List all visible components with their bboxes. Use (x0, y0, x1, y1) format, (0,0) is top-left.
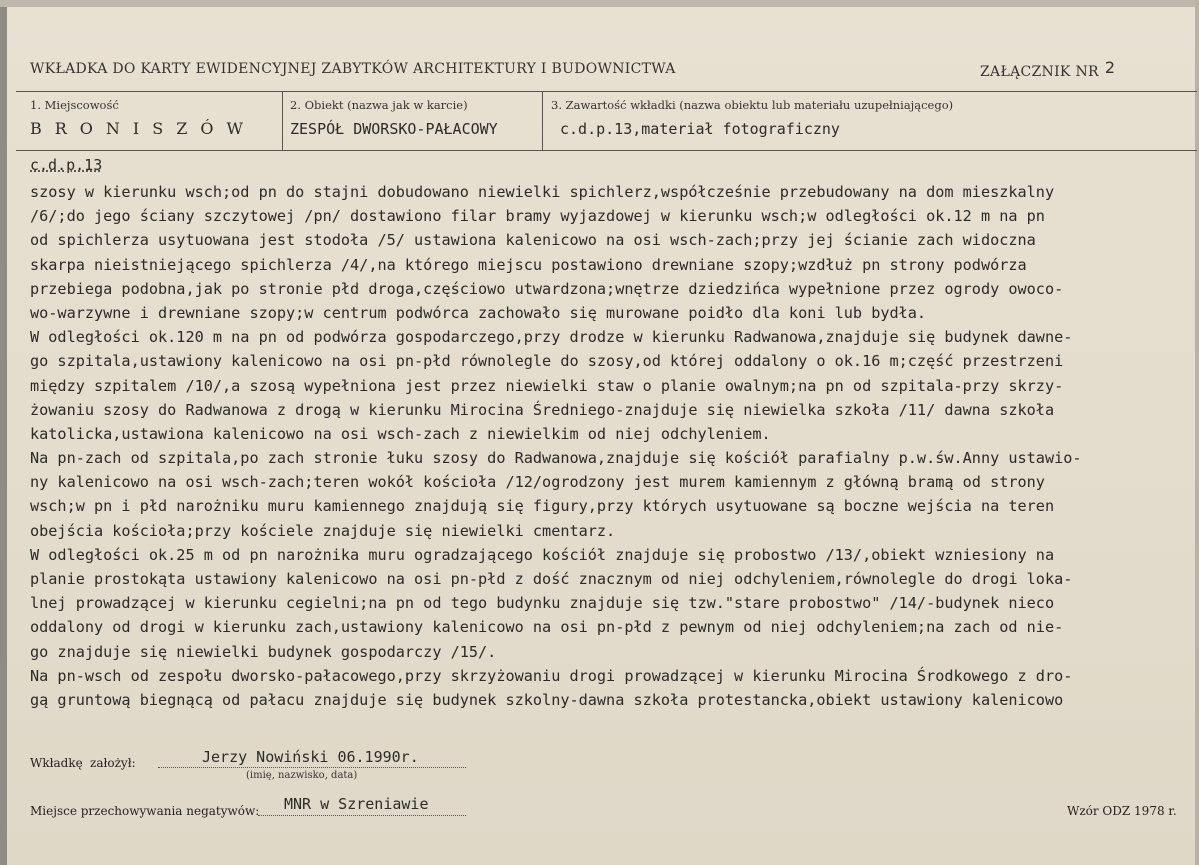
attachment-number: 2 (1104, 58, 1116, 77)
card-title: WKŁADKA DO KARTY EWIDENCYJNEJ ZABYTKÓW ARCHITEKTURY I BUDOWNICTWA (30, 61, 676, 77)
text-line: szosy w kierunku wsch;od pn do stajni dobudowano niewielki spichlerz,współcześnie przebudowany na dom mieszkalny (30, 183, 1055, 201)
object-value: ZESPÓŁ DWORSKO-PAŁACOWY (290, 120, 498, 138)
content-label: 3. Zawartość wkładki (nazwa obiektu lub materiału uzupełniającego) (551, 98, 954, 112)
attachment-field (980, 58, 1116, 80)
insert-label: Wkładkę (30, 756, 83, 770)
content-value: c.d.p.13,materiał fotograficzny (560, 120, 840, 138)
text-line: W odległości ok.120 m na pn od podwórza gospodarczego,przy drodze w kierunku Radwanowa,znajduje się budynek dawne- (30, 328, 1073, 347)
author-caption: (imię, nazwisko, data) (246, 770, 358, 781)
author-value: Jerzy Nowiński 06.1990r. (202, 748, 419, 766)
text-line: go szpitala,ustawiony kalenicowo na osi pn-płd równolegle do szosy,od której oddalony o ok.16 m;część przestrzeni (30, 352, 1064, 371)
card-header (30, 58, 1180, 80)
object-label: 2. Obiekt (nazwa jak w karcie) (290, 98, 468, 112)
text-line: żowaniu szosy do Radwanowa z drogą w kierunku Mirocina Średniego-znajduje się niewielka szkoła /11/ dawna szkoła (30, 400, 1055, 419)
founded-label: założył: (90, 756, 136, 770)
text-line: planie prostokąta ustawiony kalenicowo na osi pn-płd z dość znacznym od niej odchyleniem,równolegle do drogi loka- (30, 570, 1073, 588)
text-line: wo-warzywne i drewniane szopy;w centrum podwórca zachowało się murowane poidło dla koni lub bydła. (30, 303, 927, 322)
text-line: oddalony od drogi w kierunku zach,ustawiony kalenicowo na osi pn-płd z pewnym od niej odchyleniem;na zach od nie- (30, 618, 1064, 637)
fields-rule (16, 150, 1197, 151)
text-line: od spichlerza usytuowana jest stodoła /5/ ustawiona kalenicowo na osi wsch-zach;przy jej ścianie zach widoczna (30, 231, 1036, 250)
card-top-edge (0, 0, 1199, 7)
header-rule (16, 91, 1197, 92)
locality-value: BRONISZÓW (30, 119, 256, 138)
text-line: Na pn-wsch od zespołu dworsko-pałacowego,przy skrzyżowaniu drogi prowadzącej w kierunku Mirocina Środkowego z dro- (30, 666, 1073, 685)
form-label: Wzór ODZ 1978 r. (1067, 804, 1177, 818)
field-divider-2 (542, 91, 543, 150)
description-text (30, 180, 1195, 712)
text-line: Na pn-zach od szpitala,po zach stronie łuku szosy do Radwanowa,znajduje się kościół parafialny p.w.św.Anny ustawio- (30, 449, 1082, 468)
text-line: skarpa nieistniejącego spichlerza /4/,na którego miejscu postawiono drewniane szopy;wzdłuż pn strony podwórza (30, 255, 1027, 274)
field-divider-1 (282, 91, 283, 150)
text-line: między szpitalem /10/,a szosą wypełniona jest przez niewielki staw o planie owalnym;na pn od szpitala-przy skrzy- (30, 376, 1064, 395)
continuation-heading: c.d.p.13 (30, 156, 103, 174)
text-line: lnej prowadzącej w kierunku cegielni;na pn od tego budynku znajduje się tzw."stare probostwo" /14/-budynek nieco (30, 594, 1055, 613)
text-line: katolicka,ustawiona kalenicowo na osi wsch-zach z niewielkim od niej odchyleniem. (30, 424, 771, 443)
text-line: ny kalenicowo na osi wsch-zach;teren wokół kościoła /12/ogrodzony jest murem kamiennym z główną bramą od strony (30, 473, 1045, 492)
text-line: wsch;w pn i płd narożniku muru kamiennego znajdują się figury,przy których usytuowane są boczne wejścia na teren (30, 497, 1055, 516)
text-line: go znajduje się niewielki budynek gospodarczy /15/. (30, 642, 497, 661)
card-edge-shadow (0, 0, 7, 865)
card-right-edge (1195, 0, 1199, 865)
text-line: przebiega podobna,jak po stronie płd droga,częściowo utwardzona;wnętrze dziedzińca wypełnione przez ogrody owoco- (30, 279, 1064, 298)
text-line: W odległości ok.25 m od pn narożnika muru ogradzającego kościół znajduje się probostwo /13/,obiekt wzniesiony na (30, 545, 1055, 564)
locality-label: 1. Miejscowość (30, 98, 119, 112)
text-line: /6/;do jego ściany szczytowej /pn/ dostawiono filar bramy wyjazdowej w kierunku wsch;w odległości ok.12 m na pn (30, 207, 1045, 226)
negatives-label: Miejsce przechowywania negatywów: (30, 804, 260, 818)
attachment-label: ZAŁĄCZNIK NR (980, 64, 1099, 80)
text-line: obejścia kościoła;przy kościele znajduje się niewielki cmentarz. (30, 521, 616, 540)
text-line: gą gruntową biegnącą od pałacu znajduje się budynek szkolny-dawna szkoła protestancka,obiekt ustawiony kalenicowo (30, 690, 1064, 709)
negatives-value: MNR w Szreniawie (284, 795, 429, 813)
